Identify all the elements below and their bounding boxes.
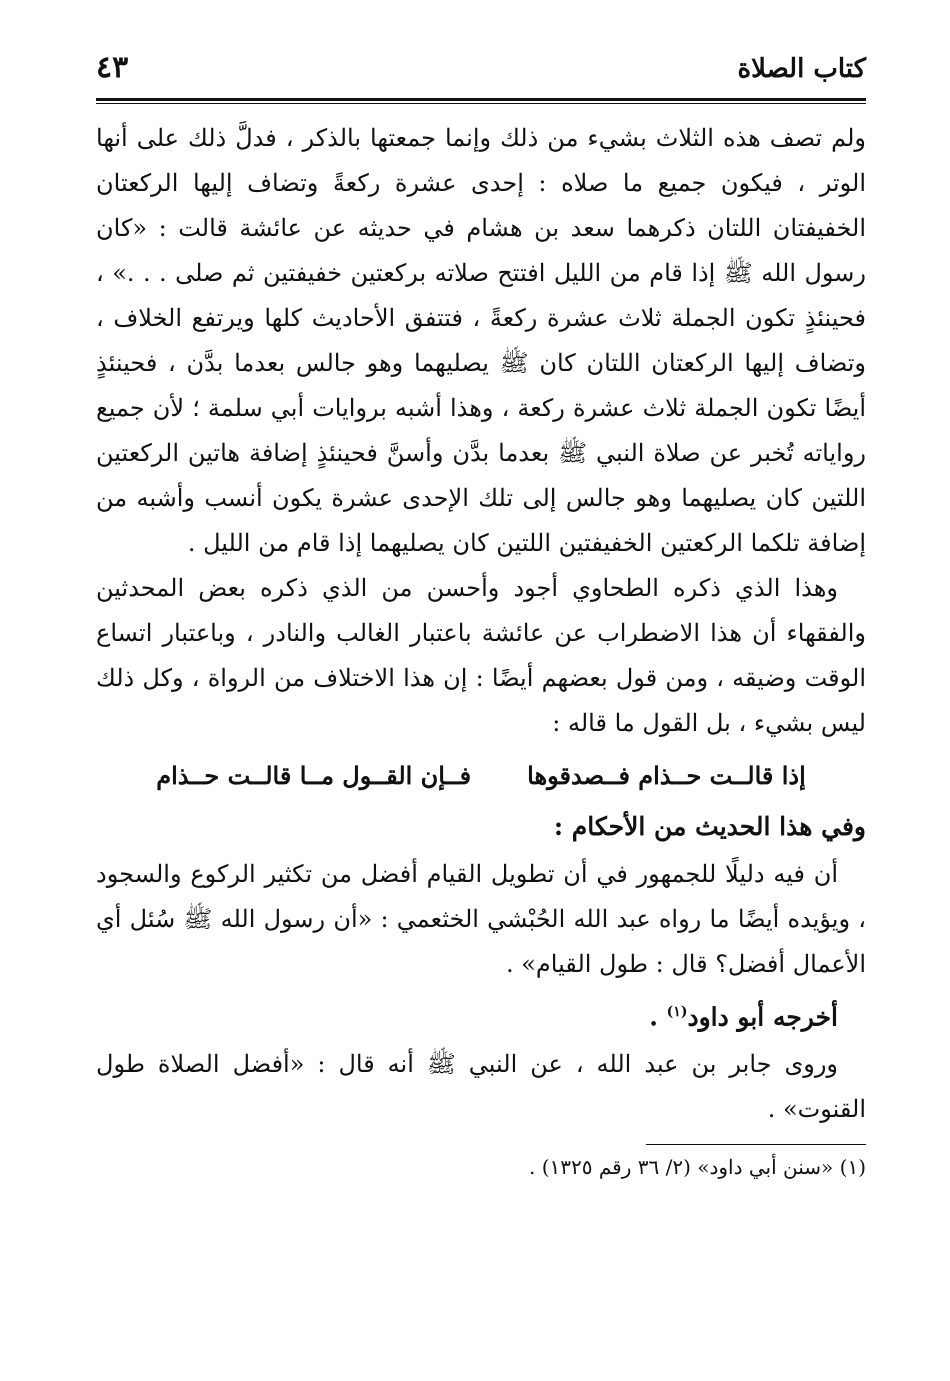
- footnote: (١) «سنن أبي داود» (٢/ ٣٦ رقم ١٣٢٥) .: [528, 1155, 866, 1180]
- page-number: ٤٣: [96, 50, 129, 85]
- source-tail: .: [649, 1002, 667, 1032]
- paragraph-4: وروى جابر بن عبد الله ، عن النبي ﷺ أنه قال : «أفضل الصلاة طول القنوت» .: [96, 1050, 866, 1124]
- poem-hemistich-first: إذا قالــت حــذام فــصدقوها: [527, 761, 806, 790]
- footnote-marker: (١): [666, 1004, 688, 1020]
- body-text: [96, 116, 866, 1132]
- paragraph-1: ولم تصف هذه الثلاث بشيء من ذلك وإنما جمعتها بالذكر ، فدلَّ ذلك على أنها الوتر ، فيكون جميع ما صلاه : إحدى عشرة ركعةً وتضاف إليها الركعتان الخفيفتان اللتان ذكرهما سعد بن هشام في حديثه عن عائشة قالت : «كان رسول الله ﷺ إذا قام من الليل افتتح صلاته بركعتين خفيفتين ثم صلى . . .» ، فحينئذٍ تكون الجملة ثلاث عشرة ركعةً ، فتتفق الأحاديث كلها ويرتفع الخلاف ، وتضاف إليها الركعتان اللتان كان ﷺ يصليهما وهو جالس بعدما بدَّن ، فحينئذٍ أيضًا تكون الجملة ثلاث عشرة ركعة ، وهذا أشبه بروايات أبي سلمة ؛ لأن جميع رواياته تُخبر عن صلاة النبي ﷺ بعدما بدَّن وأسنَّ فحينئذٍ إضافة هاتين الركعتين اللتين كان يصليهما وهو جالس إلى تلك الإحدى عشرة يكون أنسب وأشبه من إضافة تلكما الركعتين الخفيفتين اللتين كان يصليهما إذا قام من الليل .: [96, 124, 866, 557]
- book-page: [96, 50, 866, 1187]
- footnote-rule: [646, 1144, 866, 1145]
- running-title: كتاب الصلاة: [737, 54, 866, 84]
- header-rule-thick: [96, 98, 866, 101]
- paragraph-2: وهذا الذي ذكره الطحاوي أجود وأحسن من الذي ذكره بعض المحدثين والفقهاء أن هذا الاضطراب عن عائشة باعتبار الغالب والنادر ، وباعتبار اتساع الوقت وضيقه ، ومن قول بعضهم أيضًا : إن هذا الاختلاف من الرواة ، وكل ذلك ليس بشيء ، بل القول ما قاله :: [96, 574, 866, 737]
- page-header: [96, 50, 866, 98]
- paragraph-3: أن فيه دليلًا للجمهور في أن تطويل القيام أفضل من تكثير الركوع والسجود ، ويؤيده أيضًا ما رواه عبد الله الحُبْشي الخثعمي : «أن رسول الله ﷺ سُئل أي الأعمال أفضل؟ قال : طول القيام» .: [96, 860, 866, 978]
- poem-hemistich-second: فــإن القــول مــا قالــت حــذام: [156, 761, 472, 790]
- source-text: أخرجه أبو داود: [687, 1002, 838, 1032]
- header-rule-thin: [96, 103, 866, 104]
- source-line: [96, 987, 866, 1042]
- section-heading: وفي هذا الحديث من الأحكام :: [553, 812, 866, 841]
- poem-verse: [96, 750, 866, 802]
